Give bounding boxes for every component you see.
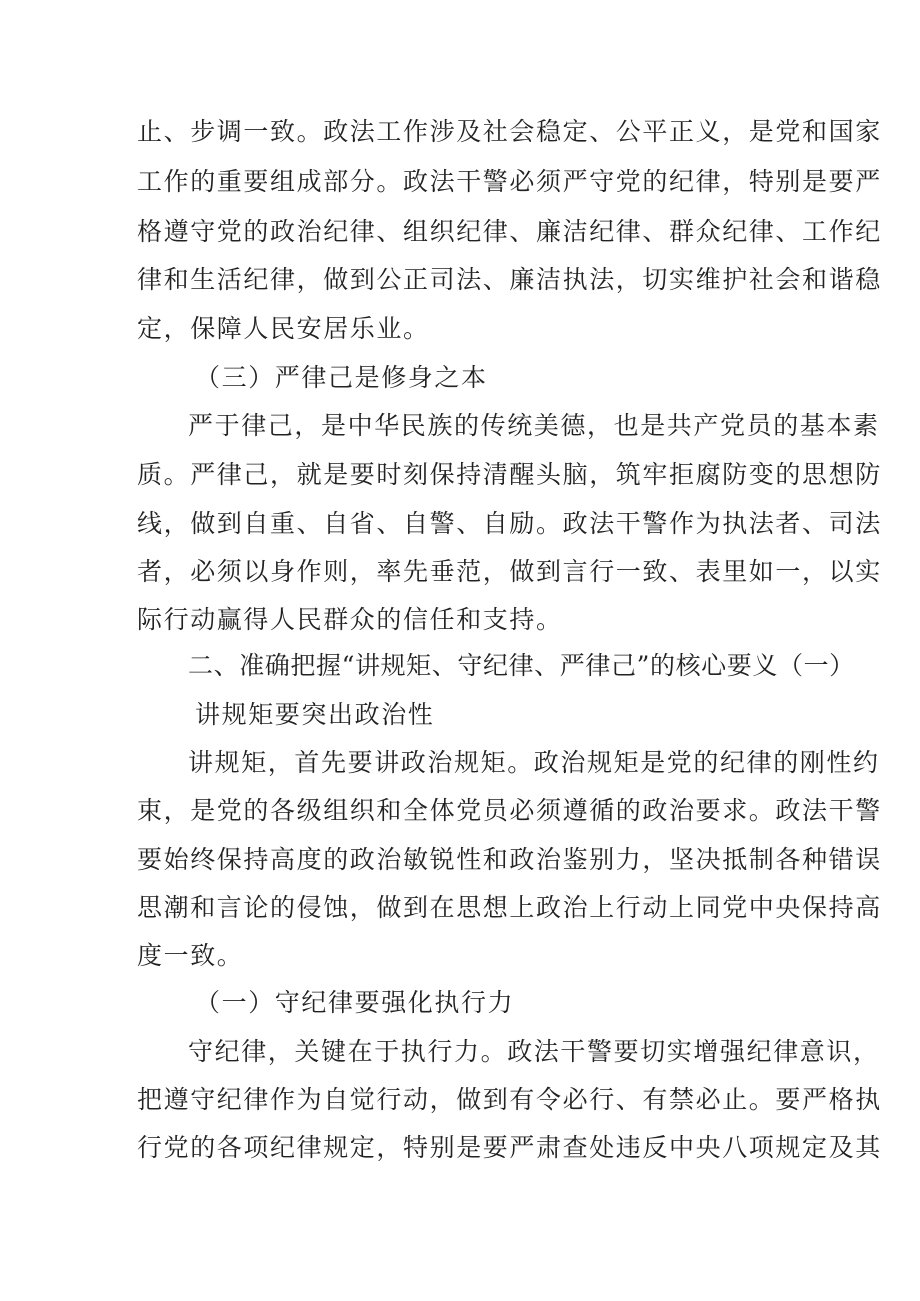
text-line: 讲规矩，首先要讲政治规矩。政治规矩是党的纪律的刚性约: [188, 748, 880, 777]
text-line: 度一致。: [137, 941, 244, 970]
text-line: 要始终保持高度的政治敏锐性和政治鉴别力，坚决抵制各种错误: [137, 845, 882, 874]
text-line: 束，是党的各级组织和全体党员必须遵循的政治要求。政法干警: [137, 796, 882, 825]
text-line: 格遵守党的政治纪律、组织纪律、廉洁纪律、群众纪律、工作纪: [137, 217, 882, 246]
text-line: 定，保障人民安居乐业。: [137, 314, 430, 343]
heading-line: （三）严律己是修身之本: [195, 363, 488, 392]
heading-line: 讲规矩要突出政治性: [195, 700, 435, 729]
text-line: 守纪律，关键在于执行力。政法干警要切实增强纪律意识，: [188, 1037, 880, 1066]
text-line: 思潮和言论的侵蚀，做到在思想上政治上行动上同党中央保持高: [137, 893, 882, 922]
text-line: 质。严律己，就是要时刻保持清醒头脑，筑牢拒腐防变的思想防: [137, 460, 882, 489]
text-line: 线，做到自重、自省、自警、自励。政法干警作为执法者、司法: [137, 509, 882, 538]
text-line: 际行动赢得人民群众的信任和支持。: [137, 605, 563, 634]
text-line: 止、步调一致。政法工作涉及社会稳定、公平正义，是党和国家: [137, 117, 882, 146]
heading-line: 二、准确把握“讲规矩、守纪律、严律己”的核心要义（一）: [188, 651, 855, 680]
text-line: 严于律己，是中华民族的传统美德，也是共产党员的基本素: [188, 411, 880, 440]
text-line: 者，必须以身作则，率先垂范，做到言行一致、表里如一，以实: [137, 557, 882, 586]
text-line: 律和生活纪律，做到公正司法、廉洁执法，切实维护社会和谐稳: [137, 265, 882, 294]
text-line: 把遵守纪律作为自觉行动，做到有令必行、有禁必止。要严格执: [137, 1085, 882, 1114]
heading-line: （一）守纪律要强化执行力: [195, 988, 515, 1017]
text-line: 行党的各项纪律规定，特别是要严肃查处违反中央八项规定及其: [137, 1133, 882, 1162]
text-line: 工作的重要组成部分。政法干警必须严守党的纪律，特别是要严: [137, 167, 882, 196]
